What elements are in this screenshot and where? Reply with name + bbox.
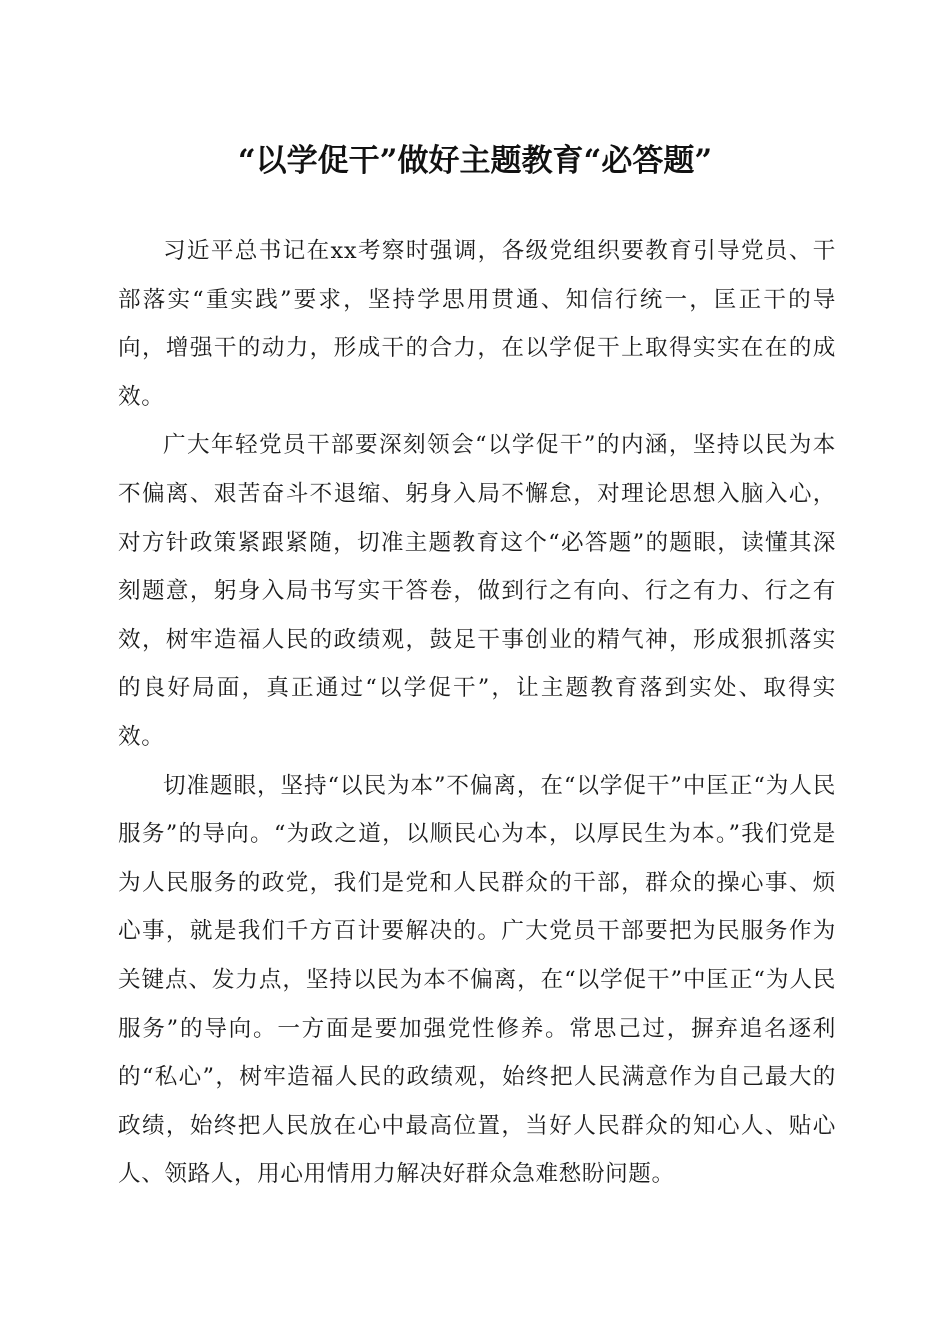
paragraph-1: 习近平总书记在xx考察时强调，各级党组织要教育引导党员、干部落实“重实践”要求，坚持学思用贯通、知信行统一，匡正干的导向，增强干的动力，形成干的合力，在以学促干上取得实实在在的成效。 xyxy=(118,238,836,410)
paragraph-3: 切准题眼，坚持“以民为本”不偏离，在“以学促干”中匡正“为人民服务”的导向。“为政之道，以顺民心为本，以厚民生为本。”我们党是为人民服务的政党，我们是党和人民群众的干部，群众的操心事、烦心事，就是我们千方百计要解决的。广大党员干部要把为民服务作为关键点、发力点，坚持以民为本不偏离，在“以学促干”中匡正“为人民服务”的导向。一方面是要加强党性修养。常思己过，摒弃追名逐利的“私心”，树牢造福人民的政绩观，始终把人民满意作为自己最大的政绩，始终把人民放在心中最高位置，当好人民群众的知心人、贴心人、领路人，用心用情用力解决好群众急难愁盼问题。 xyxy=(118,772,836,1188)
document-title: “以学促干”做好主题教育“必答题” xyxy=(237,143,713,179)
paragraph-2: 广大年轻党员干部要深刻领会“以学促干”的内涵，坚持以民为本不偏离、艰苦奋斗不退缩、躬身入局不懈怠，对理论思想入脑入心，对方针政策紧跟紧随，切准主题教育这个“必答题”的题眼，读懂其深刻题意，躬身入局书写实干答卷，做到行之有向、行之有力、行之有效，树牢造福人民的政绩观，鼓足干事创业的精气神，形成狠抓落实的良好局面，真正通过“以学促干”，让主题教育落到实处、取得实效。 xyxy=(118,432,836,750)
document-body xyxy=(118,227,836,1199)
